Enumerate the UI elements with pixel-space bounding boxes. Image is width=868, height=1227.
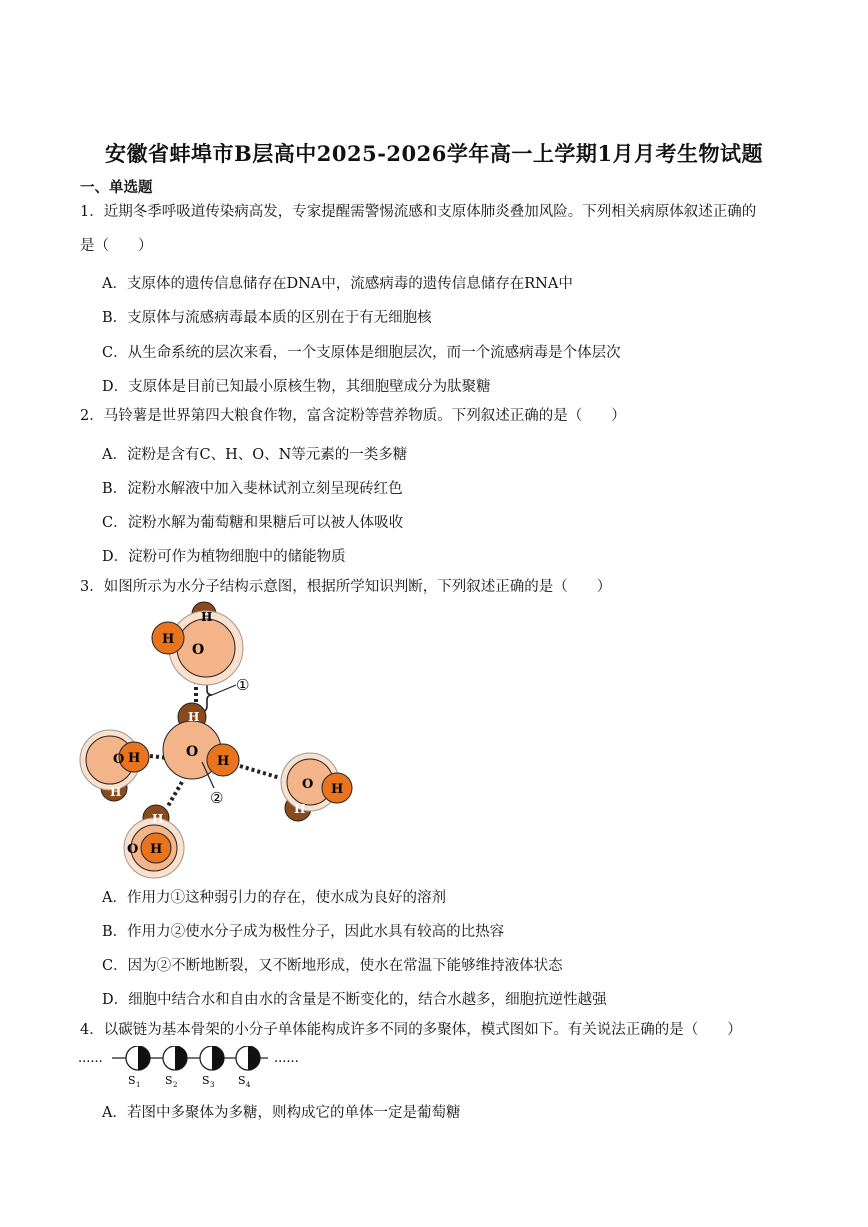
section-heading: 一、单选题 xyxy=(80,179,153,196)
q2-option-c: C．淀粉水解为葡萄糖和果糖后可以被人体吸收 xyxy=(102,515,404,531)
q2-option-d: D．淀粉可作为植物细胞中的储能物质 xyxy=(102,549,346,565)
chain-dots-left: ...... xyxy=(78,1051,103,1066)
q3-option-a: A．作用力①这种弱引力的存在，使水成为良好的溶剂 xyxy=(102,890,446,906)
monomer-label: S xyxy=(238,1074,246,1087)
water-molecule-left xyxy=(80,730,149,801)
label-1: ① xyxy=(236,676,250,694)
atom-h-label: H xyxy=(150,842,163,857)
q1-option-a: A．支原体的遗传信息储存在DNA中，流感病毒的遗传信息储存在RNA中 xyxy=(102,276,573,292)
water-molecule-right xyxy=(281,753,352,821)
atom-o-label: O xyxy=(302,777,314,792)
atom-h-label: H xyxy=(331,782,344,797)
atom-o-label: O xyxy=(192,642,205,658)
q1-option-d: D．支原体是目前已知最小原核生物，其细胞壁成分为肽聚糖 xyxy=(102,379,491,395)
monomer-subscript: 2 xyxy=(173,1081,178,1089)
question-1-stem: 1．近期冬季呼吸道传染病高发，专家提醒需警惕流感和支原体肺炎叠加风险。下列相关病原体叙述正确的 xyxy=(80,204,757,220)
q1-option-b: B．支原体与流感病毒最本质的区别在于有无细胞核 xyxy=(102,310,432,326)
page-title: 安徽省蚌埠市B层高中2025-2026学年高一上学期1月月考生物试题 xyxy=(105,141,763,166)
monomer-2 xyxy=(163,1046,187,1070)
q3-option-d: D．细胞中结合水和自由水的含量是不断变化的，结合水越多，细胞抗逆性越强 xyxy=(102,992,607,1008)
atom-o-label: O xyxy=(127,842,139,857)
monomer-subscript: 3 xyxy=(210,1081,215,1089)
water-molecule-figure xyxy=(76,600,366,880)
q2-option-b: B．淀粉水解液中加入斐林试剂立刻呈现砖红色 xyxy=(102,481,403,497)
label-2: ② xyxy=(210,789,224,807)
monomer-subscript: 4 xyxy=(246,1081,251,1089)
monomer-3 xyxy=(200,1046,224,1070)
question-1-stem-cont: 是（ ） xyxy=(80,238,153,254)
monomer-label: S xyxy=(202,1074,210,1087)
atom-h-label: H xyxy=(201,610,213,624)
atom-o-label: O xyxy=(113,752,125,767)
monomer-labels xyxy=(122,1072,282,1092)
atom-h-label: H xyxy=(162,632,175,647)
polymer-chain-figure xyxy=(78,1046,308,1072)
atom-h-label: H xyxy=(110,785,122,799)
q3-option-b: B．作用力②使水分子成为极性分子，因此水具有较高的比热容 xyxy=(102,924,505,940)
monomer-label: S xyxy=(128,1074,136,1087)
atom-h-label: H xyxy=(294,802,306,816)
question-4-stem: 4．以碳链为基本骨架的小分子单体能构成许多不同的多聚体，模式图如下。有关说法正确的是（ ） xyxy=(80,1022,742,1038)
atom-h-label: H xyxy=(217,754,230,769)
atom-h-label: H xyxy=(128,751,141,766)
q2-option-a: A．淀粉是含有C、H、O、N等元素的一类多糖 xyxy=(102,447,408,463)
atom-h-label: H xyxy=(188,710,200,724)
water-molecule-center xyxy=(163,703,239,807)
question-3-stem: 3．如图所示为水分子结构示意图，根据所学知识判断，下列叙述正确的是（ ） xyxy=(80,579,612,595)
atom-o-label: O xyxy=(186,744,199,760)
water-molecule-top xyxy=(152,602,243,685)
atom-h-label: H xyxy=(152,812,164,826)
monomer-label: S xyxy=(165,1074,173,1087)
q1-option-c: C．从生命系统的层次来看，一个支原体是细胞层次，而一个流感病毒是个体层次 xyxy=(102,345,621,361)
monomer-1 xyxy=(126,1046,150,1070)
q3-option-c: C．因为②不断地断裂，又不断地形成，使水在常温下能够维持液体状态 xyxy=(102,958,563,974)
monomer-subscript: 1 xyxy=(136,1081,141,1089)
water-molecule-bottom xyxy=(124,805,184,878)
chain-dots-right: ...... xyxy=(274,1051,299,1066)
q4-option-a: A．若图中多聚体为多糖，则构成它的单体一定是葡萄糖 xyxy=(102,1105,461,1121)
question-2-stem: 2．马铃薯是世界第四大粮食作物，富含淀粉等营养物质。下列叙述正确的是（ ） xyxy=(80,408,626,424)
monomer-4 xyxy=(236,1046,260,1070)
